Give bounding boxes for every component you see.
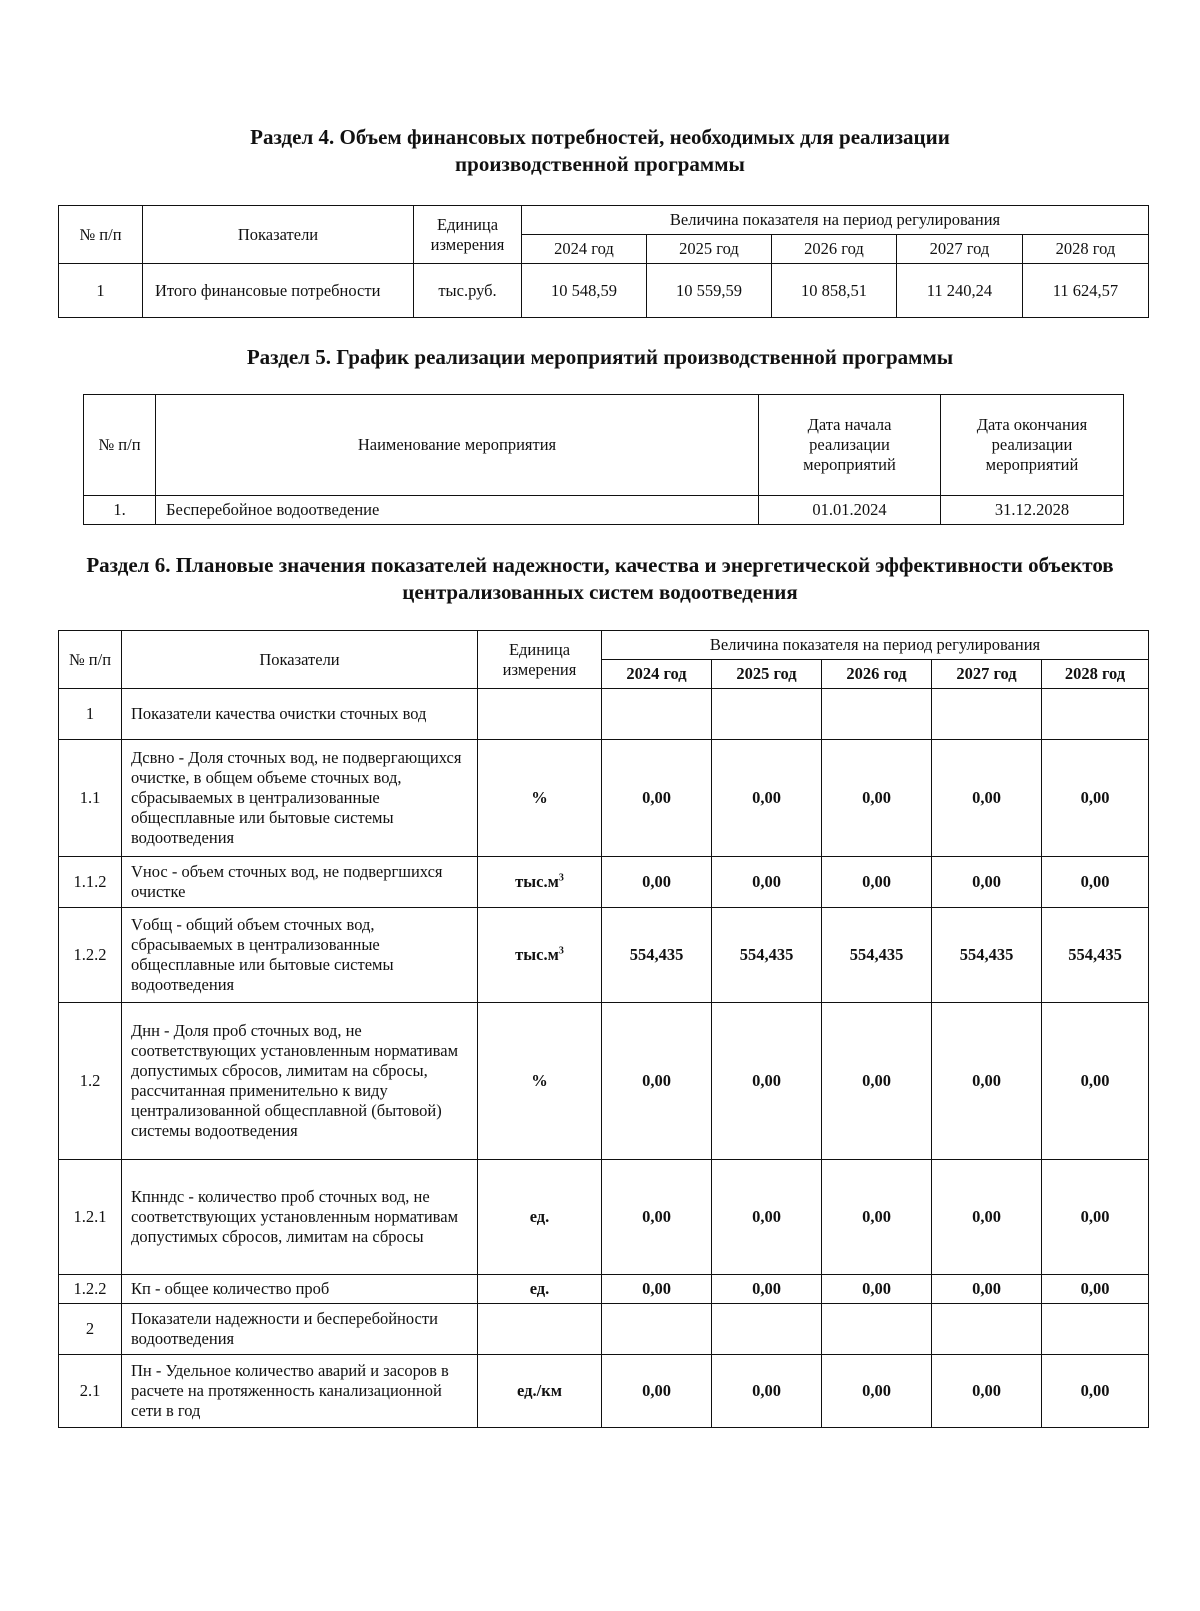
- header-year: 2028 год: [1023, 235, 1149, 264]
- table-row: [59, 1275, 1149, 1304]
- unit-text: ед./км: [517, 1381, 562, 1400]
- table-row: [59, 740, 1149, 857]
- row-value: 0,00: [712, 857, 822, 908]
- unit-text: ед.: [529, 1279, 550, 1298]
- row-indicator: Днн - Доля проб сточных вод, не соответствующих установленным нормативам допустимых сбросов, лимитам на сбросы, рассчитанная применительно к виду централизованной общесплавной (бытовой) системы водоотведения: [122, 1003, 478, 1160]
- row-value: [1042, 1304, 1149, 1355]
- row-value: [822, 689, 932, 740]
- unit-text: ед.: [529, 1207, 550, 1226]
- section5-title: Раздел 5. График реализации мероприятий производственной программы: [246, 345, 954, 369]
- row-unit: [478, 740, 602, 857]
- row-value: [1042, 689, 1149, 740]
- row-num: 1.2: [59, 1003, 122, 1160]
- row-value: [932, 1304, 1042, 1355]
- row-num: 1.2.1: [59, 1160, 122, 1275]
- header-year: 2028 год: [1042, 660, 1149, 689]
- row-value: [712, 689, 822, 740]
- header-start-date: Дата начала реализации мероприятий: [759, 395, 941, 496]
- header-year: 2026 год: [772, 235, 897, 264]
- row-unit: [478, 1160, 602, 1275]
- row-value: 0,00: [1042, 1355, 1149, 1428]
- row-indicator: Дсвно - Доля сточных вод, не подвергающихся очистке, в общем объеме сточных вод, сбрасываемых в централизованные общесплавные или бытовые системы водоотведения: [122, 740, 478, 857]
- table-row: [84, 496, 1124, 525]
- header-end-date: Дата окончания реализации мероприятий: [941, 395, 1124, 496]
- row-value: 0,00: [1042, 857, 1149, 908]
- row-num: 1: [59, 264, 143, 318]
- header-year: 2026 год: [822, 660, 932, 689]
- row-unit: тыс.руб.: [414, 264, 522, 318]
- header-unit: Единица измерения: [414, 206, 522, 264]
- row-value: 0,00: [602, 857, 712, 908]
- header-unit: Единица измерения: [478, 631, 602, 689]
- unit-superscript: 3: [558, 872, 564, 884]
- unit-text: %: [531, 1071, 548, 1090]
- row-value: 0,00: [822, 1355, 932, 1428]
- row-value: [602, 689, 712, 740]
- row-num: 1: [59, 689, 122, 740]
- row-value: 0,00: [822, 857, 932, 908]
- header-num: № п/п: [84, 395, 156, 496]
- table-row: [59, 857, 1149, 908]
- row-value: 0,00: [602, 740, 712, 857]
- row-unit: [478, 857, 602, 908]
- table-row: [59, 1003, 1149, 1160]
- row-value: 0,00: [932, 1003, 1042, 1160]
- table-row: [59, 908, 1149, 1003]
- row-value: 0,00: [602, 1003, 712, 1160]
- financial-needs-table: [58, 205, 1149, 318]
- header-num: № п/п: [59, 631, 122, 689]
- table-row: [59, 1160, 1149, 1275]
- row-value: 0,00: [1042, 740, 1149, 857]
- row-value: 0,00: [712, 740, 822, 857]
- row-indicator: Показатели качества очистки сточных вод: [122, 689, 478, 740]
- row-value: 0,00: [1042, 1003, 1149, 1160]
- row-unit: [478, 1355, 602, 1428]
- row-indicator: Vнос - объем сточных вод, не подвергшихся очистке: [122, 857, 478, 908]
- row-indicator: Пн - Удельное количество аварий и засоров в расчете на протяженность канализационной сети в год: [122, 1355, 478, 1428]
- row-value: 0,00: [712, 1003, 822, 1160]
- unit-text: %: [531, 788, 548, 807]
- row-unit: [478, 908, 602, 1003]
- row-value: 10 548,59: [522, 264, 647, 318]
- row-unit: [478, 1003, 602, 1160]
- row-value: 0,00: [822, 1003, 932, 1160]
- schedule-table: [83, 394, 1124, 525]
- row-indicator: Vобщ - общий объем сточных вод, сбрасываемых в централизованные общесплавные или бытовые системы водоотведения: [122, 908, 478, 1003]
- row-value: 0,00: [602, 1355, 712, 1428]
- row-value: 0,00: [932, 857, 1042, 908]
- row-value: 0,00: [932, 740, 1042, 857]
- row-indicator: Кп - общее количество проб: [122, 1275, 478, 1304]
- header-indicator: Показатели: [122, 631, 478, 689]
- header-num: № п/п: [59, 206, 143, 264]
- row-value: 11 624,57: [1023, 264, 1149, 318]
- row-value: 0,00: [602, 1160, 712, 1275]
- row-unit: [478, 689, 602, 740]
- row-value: 0,00: [712, 1275, 822, 1304]
- row-value: 0,00: [822, 740, 932, 857]
- row-num: 1.2.2: [59, 1275, 122, 1304]
- table-row: [59, 689, 1149, 740]
- header-year: 2024 год: [522, 235, 647, 264]
- row-value: 0,00: [822, 1275, 932, 1304]
- row-name: Бесперебойное водоотведение: [156, 496, 759, 525]
- row-num: 1.: [84, 496, 156, 525]
- table-row: [59, 1304, 1149, 1355]
- row-num: 2: [59, 1304, 122, 1355]
- row-value: [602, 1304, 712, 1355]
- row-value: 0,00: [712, 1355, 822, 1428]
- header-name: Наименование мероприятия: [156, 395, 759, 496]
- row-num: 1.1.2: [59, 857, 122, 908]
- row-indicator: Итого финансовые потребности: [143, 264, 414, 318]
- unit-superscript: 3: [558, 945, 564, 957]
- row-value: [712, 1304, 822, 1355]
- row-unit: [478, 1304, 602, 1355]
- row-value: 554,435: [822, 908, 932, 1003]
- header-year: 2025 год: [712, 660, 822, 689]
- row-value: 554,435: [1042, 908, 1149, 1003]
- header-year: 2025 год: [647, 235, 772, 264]
- row-value: 0,00: [822, 1160, 932, 1275]
- row-value: 554,435: [602, 908, 712, 1003]
- header-period: Величина показателя на период регулирования: [602, 631, 1149, 660]
- row-indicator: Кпнндс - количество проб сточных вод, не соответствующих установленным нормативам допустимых сбросов, лимитам на сбросы: [122, 1160, 478, 1275]
- header-period: Величина показателя на период регулирования: [522, 206, 1149, 235]
- row-num: 2.1: [59, 1355, 122, 1428]
- row-value: 0,00: [712, 1160, 822, 1275]
- row-value: 11 240,24: [897, 264, 1023, 318]
- row-value: 0,00: [1042, 1160, 1149, 1275]
- row-end-date: 31.12.2028: [941, 496, 1124, 525]
- header-indicator: Показатели: [143, 206, 414, 264]
- unit-text: тыс.м: [515, 872, 559, 891]
- row-value: [822, 1304, 932, 1355]
- table-row: [59, 1355, 1149, 1428]
- row-value: 0,00: [602, 1275, 712, 1304]
- row-num: 1.1: [59, 740, 122, 857]
- row-value: 0,00: [932, 1355, 1042, 1428]
- row-unit: [478, 1275, 602, 1304]
- row-value: 0,00: [1042, 1275, 1149, 1304]
- section6-title: Раздел 6. Плановые значения показателей надежности, качества и энергетической эффективности объектов централизованных систем водоотведения: [86, 553, 1114, 604]
- row-value: 554,435: [712, 908, 822, 1003]
- header-year: 2027 год: [932, 660, 1042, 689]
- row-value: [932, 689, 1042, 740]
- quality-indicators-table: [58, 630, 1149, 1428]
- row-value: 0,00: [932, 1275, 1042, 1304]
- row-num: 1.2.2: [59, 908, 122, 1003]
- row-value: 10 559,59: [647, 264, 772, 318]
- unit-text: тыс.м: [515, 945, 559, 964]
- section4-title: Раздел 4. Объем финансовых потребностей, необходимых для реализации производственной программы: [250, 125, 950, 176]
- header-year: 2024 год: [602, 660, 712, 689]
- row-value: 10 858,51: [772, 264, 897, 318]
- row-value: 554,435: [932, 908, 1042, 1003]
- header-year: 2027 год: [897, 235, 1023, 264]
- row-start-date: 01.01.2024: [759, 496, 941, 525]
- row-indicator: Показатели надежности и бесперебойности водоотведения: [122, 1304, 478, 1355]
- table-row: [59, 264, 1149, 318]
- row-value: 0,00: [932, 1160, 1042, 1275]
